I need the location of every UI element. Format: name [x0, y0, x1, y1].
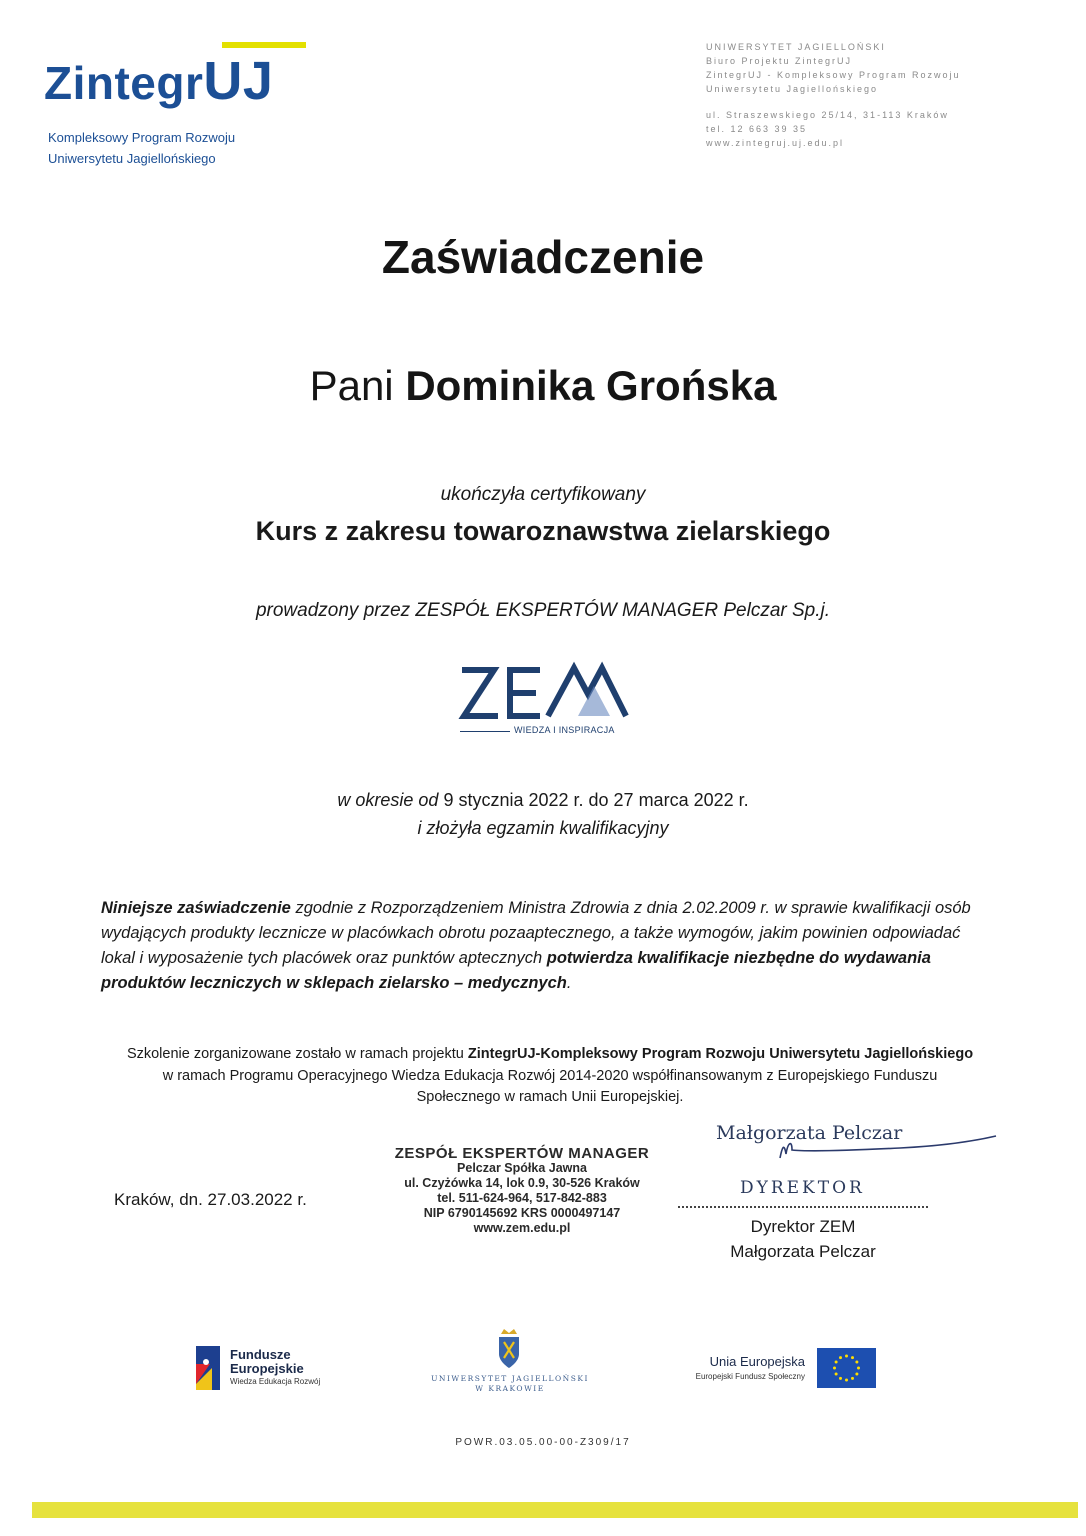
fundusze-europejskie-logo	[230, 1348, 320, 1386]
eu-star	[851, 1377, 854, 1380]
handwritten-signature	[770, 1128, 1000, 1174]
stamp-line: www.zem.edu.pl	[473, 1221, 571, 1235]
eu-star	[839, 1377, 842, 1380]
legal-lead: Niniejsze zaświadczenie	[101, 899, 291, 917]
document-title: Zaświadczenie	[381, 231, 705, 283]
period-prefix: w okresie od	[337, 790, 439, 810]
logo-uj-text: UJ	[203, 51, 274, 111]
legal-end: .	[566, 974, 572, 992]
place-date: Kraków, dn. 27.03.2022 r.	[114, 1190, 307, 1209]
signature-stamp-role: DYREKTOR	[740, 1178, 865, 1198]
eu-star	[857, 1367, 860, 1370]
funding-prefix: Szkolenie zorganizowane zostało w ramach projektu	[126, 1046, 464, 1062]
ue-line2: Europejski Fundusz Społeczny	[695, 1372, 805, 1381]
funding-note	[120, 1044, 980, 1109]
period-dates: 9 stycznia 2022 r. do 27 marca 2022 r.	[443, 790, 749, 810]
eu-star	[845, 1355, 848, 1358]
logo-subtitle-line1: Kompleksowy Program Rozwoju	[48, 130, 236, 145]
stamp-line: ul. Czyżówka 14, lok 0.9, 30-526 Kraków	[404, 1176, 640, 1190]
recipient-full-name: Dominika Grońska	[405, 362, 777, 409]
eu-flag-icon	[817, 1348, 876, 1388]
course-period	[0, 790, 1086, 811]
recipient-name	[0, 362, 1086, 410]
project-code: POWR.03.05.00-00-Z309/17	[455, 1437, 631, 1448]
logo-main-text: Zintegr	[44, 57, 204, 109]
eu-star	[851, 1356, 854, 1359]
provider-text: prowadzony przez ZESPÓŁ EKSPERTÓW MANAGER Pelczar Sp.j.	[255, 600, 831, 621]
fundusze-europejskie-icon	[192, 1344, 222, 1392]
address-block	[706, 40, 961, 150]
director-name: Małgorzata Pelczar	[730, 1242, 876, 1261]
fe-line2: Europejskie	[230, 1361, 304, 1376]
course-name: Kurs z zakresu towaroznawstwa zielarskiego	[255, 516, 831, 546]
fe-line1: Fundusze	[230, 1347, 291, 1362]
unia-europejska-logo	[660, 1354, 805, 1381]
legal-statement	[101, 896, 991, 996]
logo-subtitle-line2: Uniwersytetu Jagiellońskiego	[48, 151, 216, 166]
signature-stamp-name: Małgorzata Pelczar	[716, 1122, 903, 1144]
address-line: ZintegrUJ - Kompleksowy Program Rozwoju	[706, 70, 961, 80]
footer-accent-bar	[32, 1502, 1078, 1518]
signature-line	[678, 1206, 928, 1208]
eu-star	[833, 1367, 836, 1370]
zem-tagline-rule	[460, 731, 510, 732]
stamp-line: ZESPÓŁ EKSPERTÓW MANAGER	[394, 1145, 650, 1162]
address-line: tel. 12 663 39 35	[706, 124, 808, 134]
eu-star	[835, 1373, 838, 1376]
address-line: Uniwersytetu Jagiellońskiego	[706, 84, 879, 94]
director-title: Dyrektor ZEM	[750, 1217, 856, 1236]
uj-crest-icon	[496, 1328, 522, 1370]
stamp-line: tel. 511-624-964, 517-842-883	[437, 1191, 607, 1205]
recipient-prefix: Pani	[309, 362, 394, 409]
uj-line2: W KRAKOWIE	[475, 1384, 545, 1393]
eu-star	[835, 1361, 838, 1364]
zintegruj-logo	[44, 50, 273, 112]
zem-tagline: WIEDZA I INSPIRACJA	[514, 725, 615, 735]
eu-star	[845, 1379, 848, 1382]
address-line: www.zintegruj.uj.edu.pl	[706, 138, 845, 148]
funding-project: ZintegrUJ-Kompleksowy Program Rozwoju Uniwersytetu Jagiellońskiego	[467, 1046, 974, 1062]
fe-line3: Wiedza Edukacja Rozwój	[230, 1377, 321, 1386]
uj-logo-text	[430, 1374, 590, 1394]
stamp-line: Pelczar Spółka Jawna	[457, 1161, 587, 1175]
ue-line1: Unia Europejska	[709, 1354, 805, 1369]
completed-text: ukończyła certyfikowany	[440, 484, 646, 505]
uj-line1: UNIWERSYTET JAGIELLOŃSKI	[431, 1374, 589, 1383]
stamp-line: NIP 6790145692 KRS 0000497147	[423, 1206, 621, 1220]
legal-conclusion: potwierdza kwalifikacje niezbędne do wydawania produktów leczniczych w sklepach zielarsko – medycznych	[101, 949, 931, 992]
funding-suffix: w ramach Programu Operacyjnego Wiedza Edukacja Rozwój 2014-2020 współfinansowanym z Europejskiego Funduszu Społecznego w ramach Unii Europejskiej.	[162, 1067, 938, 1105]
exam-text: i złożyła egzamin kwalifikacyjny	[417, 818, 669, 838]
eu-star	[839, 1356, 842, 1359]
address-line: Biuro Projektu ZintegrUJ	[706, 56, 853, 66]
eu-star	[855, 1373, 858, 1376]
logo-subtitle	[48, 127, 235, 169]
legal-body: zgodnie z Rozporządzeniem Ministra Zdrowia z dnia 2.02.2009 r. w sprawie kwalifikacji osób wydających produkty lecznicze w placówkach obrotu pozaaptecznego, a także wymogów, jakim powinien odpowiadać lokal i wyposażenie tych placówek oraz punktów aptecznych	[101, 899, 971, 967]
address-line: UNIWERSYTET JAGIELLOŃSKI	[706, 42, 886, 52]
company-stamp	[392, 1146, 652, 1236]
logo-accent-bar	[222, 42, 306, 48]
address-line: ul. Straszewskiego 25/14, 31-113 Kraków	[706, 110, 949, 120]
eu-star	[855, 1361, 858, 1364]
